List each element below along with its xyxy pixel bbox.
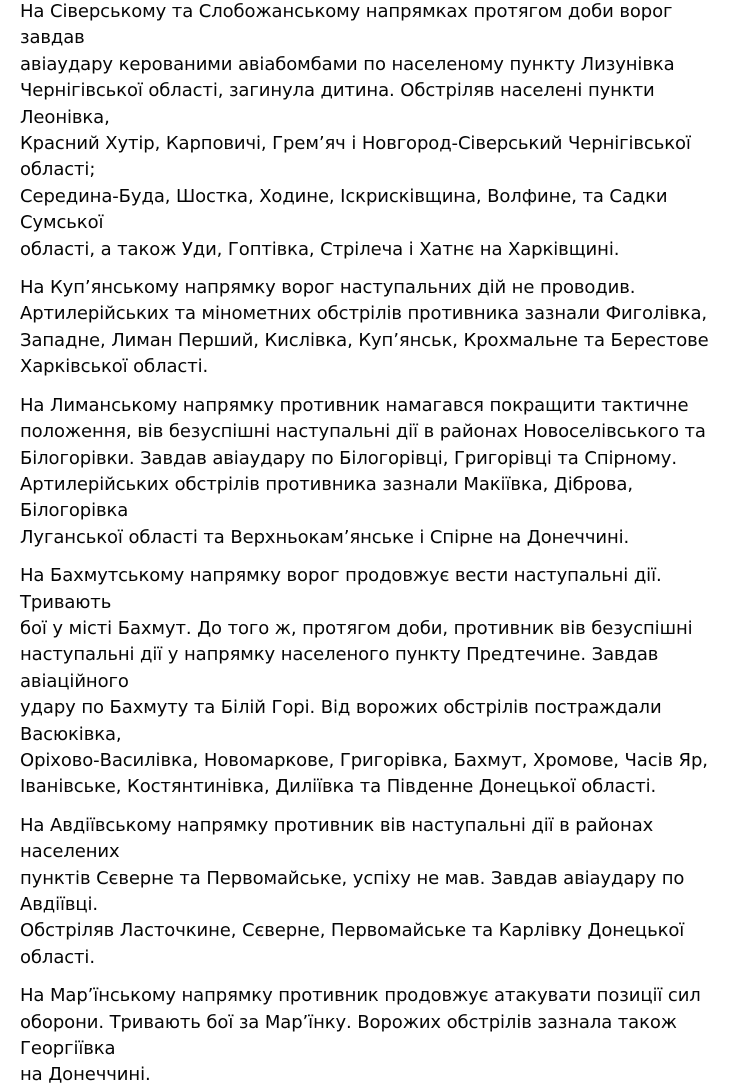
paragraph-avdiivka: На Авдіївському напрямку противник вів наступальні дії в районах населених пунктів Сєверне та Первомайське, успіху не мав. Завдав авіаудару по Авдіївці. Обстріляв Ласточкине, Сєверне, Первомайське та Карлівку Донецької області.	[20, 814, 685, 968]
paragraph-marinka: На Мар’їнському напрямку противник продовжує атакувати позиції сил оборони. Тривають бої за Мар’їнку. Ворожих обстрілів зазнала також Георгіївка на Донеччині.	[20, 985, 701, 1086]
paragraph-siversky: На Сіверському та Слобожанському напрямках протягом доби ворог завдав авіаудару керованими авіабомбами по населеному пункту Лизунівка Чернігівської області, загинула дитина. Обстріляв населені пункти Леонівка, Красний Хутір, Карповичі, Грем’яч і Новгород-Сіверський Чернігівської області; Середина-Буда, Шостка, Ходине, Іскрисківщина, Волфине, та Садки Сумської області, а також Уди, Гоптівка, Стрілеча і Хатнє на Харківщині.	[20, 1, 691, 260]
paragraph-kupiansk: На Куп’янському напрямку ворог наступальних дій не проводив. Артилерійських та мінометних обстрілів противника зазнали Фиголівка, Западне, Лиман Перший, Кислівка, Куп’янськ, Крохмальне та Берестове Харківської області.	[20, 277, 709, 378]
paragraph-bakhmut: На Бахмутському напрямку ворог продовжує вести наступальні дії. Тривають бої у місті Бахмут. До того ж, протягом доби, противник вів безуспішні наступальні дії у напрямку населеного пункту Предтечине. Завдав авіаційного удару по Бахмуту та Білій Горі. Від ворожих обстрілів постраждали Васюківка, Оріхово-Василівка, Новомаркове, Григорівка, Бахмут, Хромове, Часів Яр, Іванівське, Костянтинівка, Диліївка та Південне Донецької області.	[20, 565, 708, 798]
paragraph-lyman: На Лиманському напрямку противник намагався покращити тактичне положення, вів безуспішні наступальні дії в районах Новоселівського та Білогорівки. Завдав авіаудару по Білогорівці, Григорівці та Спірному. Артилерійських обстрілів противника зазнали Макіївка, Діброва, Білогорівка Луганської області та Верхньокам’янське і Спірне на Донеччині.	[20, 394, 706, 548]
